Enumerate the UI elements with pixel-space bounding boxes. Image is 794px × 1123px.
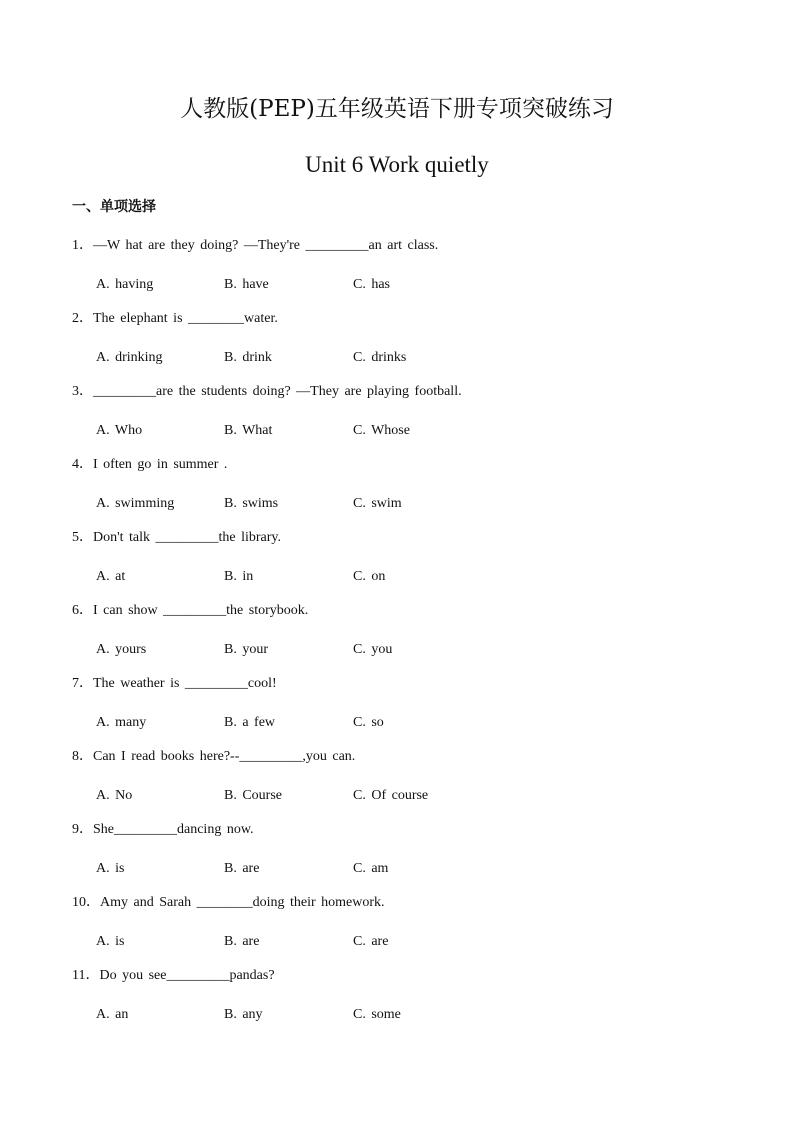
option-b: B. have: [224, 277, 269, 292]
question-item: [72, 456, 752, 529]
section-heading: 一、单项选择: [72, 199, 156, 215]
answer-options: [96, 641, 696, 659]
answer-options: [96, 349, 696, 367]
option-a: A. an: [96, 1007, 129, 1022]
question-stem: 7．The weather is _________cool!: [72, 676, 277, 691]
question-stem: 3．_________are the students doing? —They are playing football.: [72, 384, 462, 399]
option-c: C. swim: [353, 496, 402, 511]
question-item: [72, 237, 752, 310]
answer-options: [96, 714, 696, 732]
option-a: A. swimming: [96, 496, 175, 511]
question-stem: 8．Can I read books here?--_________,you can.: [72, 749, 356, 764]
question-item: [72, 894, 752, 967]
option-c: C. you: [353, 642, 393, 657]
option-b: B. are: [224, 934, 260, 949]
option-a: A. at: [96, 569, 126, 584]
option-a: A. is: [96, 861, 125, 876]
question-item: [72, 748, 752, 821]
option-a: A. Who: [96, 423, 143, 438]
answer-options: [96, 860, 696, 878]
option-c: C. on: [353, 569, 386, 584]
question-item: [72, 821, 752, 894]
option-b: B. drink: [224, 350, 272, 365]
option-c: C. Whose: [353, 423, 410, 438]
option-c: C. has: [353, 277, 390, 292]
question-stem: 10．Amy and Sarah ________doing their homework.: [72, 895, 385, 910]
option-a: A. many: [96, 715, 147, 730]
option-c: C. so: [353, 715, 384, 730]
question-item: [72, 675, 752, 748]
option-b: B. are: [224, 861, 260, 876]
question-stem: 9．She_________dancing now.: [72, 822, 254, 837]
document-subtitle: Unit 6 Work quietly: [305, 152, 489, 177]
option-c: C. drinks: [353, 350, 407, 365]
option-b: B. a few: [224, 715, 276, 730]
answer-options: [96, 276, 696, 294]
question-stem: 11．Do you see_________pandas?: [72, 968, 275, 983]
option-a: A. yours: [96, 642, 147, 657]
question-item: [72, 383, 752, 456]
answer-options: [96, 787, 696, 805]
option-b: B. your: [224, 642, 268, 657]
answer-options: [96, 1006, 696, 1024]
question-item: [72, 310, 752, 383]
question-list: [72, 237, 752, 1040]
question-stem: 2．The elephant is ________water.: [72, 311, 278, 326]
question-item: [72, 602, 752, 675]
option-a: A. drinking: [96, 350, 163, 365]
document-title: 人教版(PEP)五年级英语下册专项突破练习: [180, 96, 614, 122]
question-stem: 6．I can show _________the storybook.: [72, 603, 309, 618]
answer-options: [96, 422, 696, 440]
option-b: B. Course: [224, 788, 282, 803]
option-c: C. am: [353, 861, 389, 876]
option-b: B. What: [224, 423, 273, 438]
question-stem: 1．—W hat are they doing? —They're _________an art class.: [72, 238, 439, 253]
answer-options: [96, 933, 696, 951]
question-stem: 5．Don't talk _________the library.: [72, 530, 282, 545]
answer-options: [96, 495, 696, 513]
option-a: A. is: [96, 934, 125, 949]
question-stem: 4．I often go in summer .: [72, 457, 228, 472]
answer-options: [96, 568, 696, 586]
option-a: A. having: [96, 277, 154, 292]
option-c: C. Of course: [353, 788, 429, 803]
option-c: C. are: [353, 934, 389, 949]
option-c: C. some: [353, 1007, 401, 1022]
option-a: A. No: [96, 788, 133, 803]
option-b: B. any: [224, 1007, 263, 1022]
question-item: [72, 529, 752, 602]
question-item: [72, 967, 752, 1040]
option-b: B. swims: [224, 496, 279, 511]
option-b: B. in: [224, 569, 254, 584]
